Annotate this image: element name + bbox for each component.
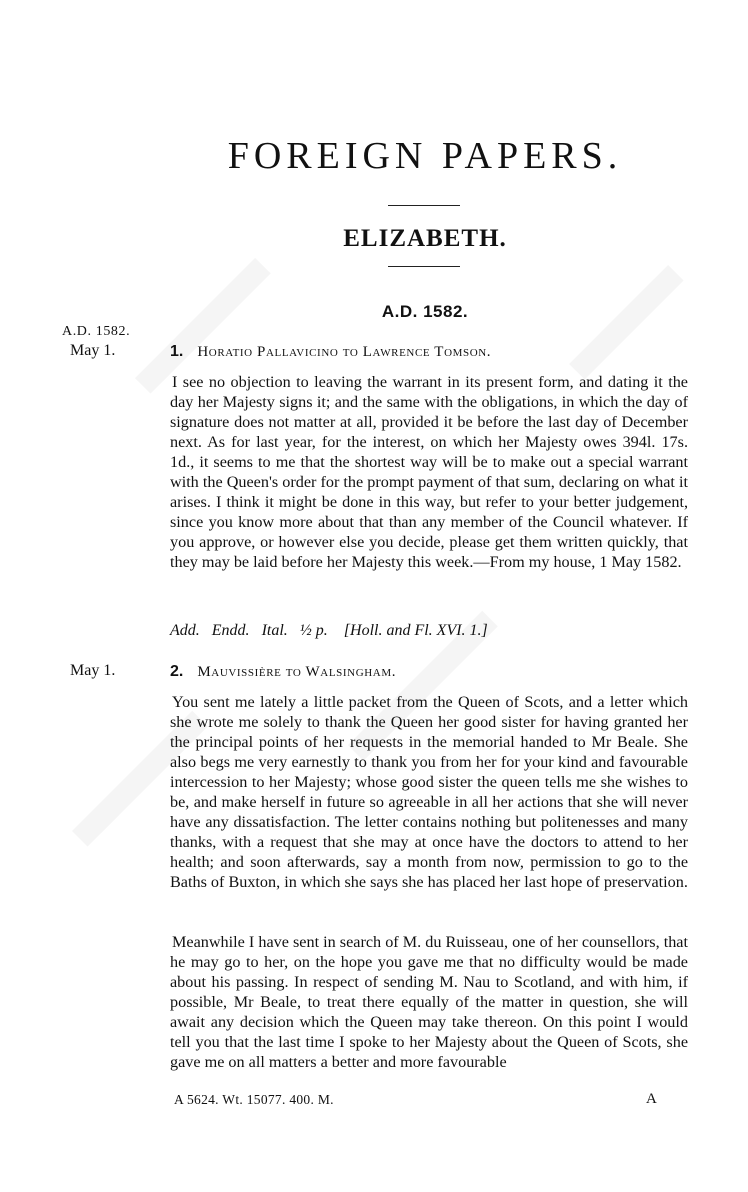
ref-source: [Holl. and Fl. XVI. 1.] [343, 622, 488, 639]
entry-date: May 1. [70, 342, 116, 359]
reign-title: ELIZABETH. [343, 225, 507, 252]
title-divider [388, 205, 460, 206]
ref-lang: Ital. [261, 622, 288, 639]
entry-title: Horatio Pallavicino to Lawrence Tomson. [197, 344, 492, 360]
entry-number: 1. [170, 343, 184, 360]
print-code: A 5624. Wt. 15077. 400. M. [174, 1092, 334, 1107]
entry-number: 2. [170, 663, 184, 680]
entry-heading [170, 343, 491, 361]
ref-endd: Endd. [211, 622, 250, 639]
signature-mark: A [646, 1091, 657, 1107]
entry-title: Mauvissière to Walsingham. [197, 664, 397, 680]
entry-paragraph: I see no objection to leaving the warrant in its present form, and dating it the day her Majesty signs it; and the same with the obligations, in which the day of signature does not matter at all, provided it be before the last day of December next. As for last year, for the interest, on which her Majesty owes 394l. 17s. 1d., it seems to me that the shortest way will be to make out a special warrant with the Queen's order for the prompt payment of that sum, declaring on what it arises. I think it might be done in this way, but refer to your better judgement, since you know more about that than any member of the Council whatever. If you approve, or however else you decide, please get them written quickly, that they may be laid before her Majesty this week.—From my house, 1 May 1582. [170, 373, 688, 571]
entry-date: May 1. [70, 662, 116, 679]
document-reference [170, 622, 488, 640]
ref-add: Add. [170, 622, 200, 639]
margin-year: A.D. 1582. [62, 324, 131, 339]
year-heading: A.D. 1582. [381, 302, 469, 321]
reign-divider [388, 266, 460, 267]
series-title: FOREIGN PAPERS. [227, 135, 623, 177]
ref-pages: ½ p. [299, 622, 328, 639]
entry-paragraph: Meanwhile I have sent in search of M. du Ruisseau, one of her counsellors, that he may go to her, on the hope you gave me that no difficulty would be made about his passing. In respect of sending M. Nau to Scotland, and with him, if possible, Mr Beale, to treat there equally of the matter in question, she will await any decision which the Queen may take thereon. On this point I would tell you that the last time I spoke to her Majesty about the Queen of Scots, she gave me on all matters a better and more favourable [170, 933, 688, 1071]
entry-paragraph: You sent me lately a little packet from the Queen of Scots, and a letter which she wrote me solely to thank the Queen her good sister for having granted her the principal points of her requests in the memorial handed to Mr Beale. She also begs me very earnestly to thank you from her for your kind and favourable intercession to her Majesty; whose good sister the queen tells me she wishes to be, and make herself in future so agreeable in all her actions that she will never have any dissatisfaction. The letter contains nothing but politenesses and many thanks, with a request that she may at once have the doctors to attend to her health; and soon afterwards, say a month from now, permission to go to the Baths of Buxton, in which she says she has placed her last hope of preservation. [170, 693, 688, 891]
entry-heading [170, 663, 396, 681]
